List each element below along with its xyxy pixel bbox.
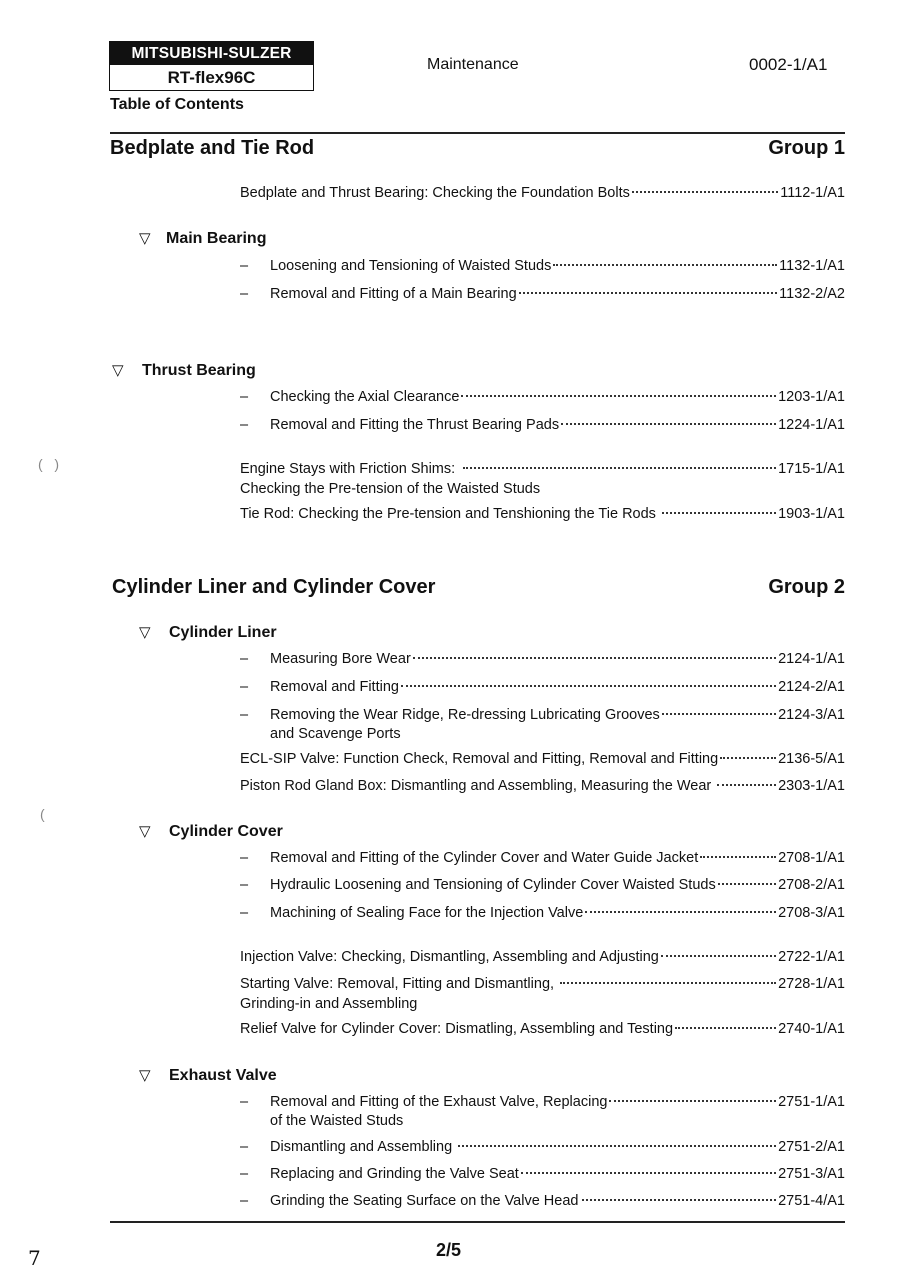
subsection-main-bearing [139,229,266,248]
entry-title: Injection Valve: Checking, Dismantling, Assembling and Adjusting [240,949,659,965]
entry-title: Loosening and Tensioning of Waisted Studs [270,258,552,274]
toc-entry[interactable] [240,460,845,479]
entry-continuation: and Scavenge Ports [270,726,401,742]
dot-leader [662,713,776,715]
entry-title: Bedplate and Thrust Bearing: Checking the Foundation Bolts [240,185,630,201]
entry-code: 2708-2/A1 [778,877,845,893]
dot-leader [521,1172,776,1174]
dash-bullet: – [240,651,249,667]
dash-bullet: – [240,1094,249,1110]
toc-entry[interactable] [240,285,845,304]
toc-entry[interactable] [240,750,845,769]
entry-code: 2124-3/A1 [778,707,845,723]
dot-leader [675,1027,776,1029]
subsection-cylinder-cover [139,822,283,841]
triangle-down-icon: ▽ [112,362,124,379]
entry-code: 1224-1/A1 [778,417,845,433]
document-code: 0002-1/A1 [749,55,828,74]
toc-entry[interactable] [240,849,845,868]
dash-bullet: – [240,286,249,302]
dot-leader [463,467,776,469]
dash-bullet: – [240,258,249,274]
toc-entry[interactable] [240,1093,845,1112]
dash-bullet: – [240,877,249,893]
subsection-title: Cylinder Cover [169,823,283,840]
entry-title: Removal and Fitting of the Cylinder Cover and Water Guide Jacket [270,850,699,866]
section-label: Table of Contents [110,96,244,113]
footer-divider [110,1221,845,1223]
entry-code: 2722-1/A1 [778,949,845,965]
entry-code: 2708-3/A1 [778,905,845,921]
entry-code: 2124-1/A1 [778,651,845,667]
toc-entry[interactable] [240,1192,845,1211]
handwritten-mark: 7 [28,1246,41,1270]
toc-entry[interactable] [240,388,845,407]
entry-continuation: Grinding-in and Assembling [240,996,418,1012]
entry-title: Machining of Sealing Face for the Injection Valve [270,905,584,921]
triangle-down-icon: ▽ [139,823,151,840]
subsection-title: Exhaust Valve [169,1067,277,1084]
engine-model: RT-flex96C [167,68,256,87]
entry-code: 2740-1/A1 [778,1021,845,1037]
dot-leader [582,1199,776,1201]
toc-entry[interactable] [240,505,845,524]
entry-continuation: of the Waisted Studs [270,1113,404,1129]
dash-bullet: – [240,1139,249,1155]
toc-entry[interactable] [240,904,845,923]
subsection-title: Cylinder Liner [169,624,277,641]
toc-entry[interactable] [240,706,845,725]
dash-bullet: – [240,905,249,921]
entry-title: Measuring Bore Wear [270,651,411,667]
entry-continuation: Checking the Pre-tension of the Waisted Studs [240,481,541,497]
entry-title: Checking the Axial Clearance [270,389,460,405]
entry-code: 1112-1/A1 [780,185,845,201]
dot-leader [661,955,776,957]
dot-leader [717,784,776,786]
dot-leader [609,1100,776,1102]
toc-entry[interactable] [240,650,845,669]
brand-name: MITSUBISHI-SULZER [110,42,313,65]
subsection-title: Main Bearing [166,230,267,247]
dash-bullet: – [240,1166,249,1182]
subsection-cylinder-liner [139,623,277,642]
dash-bullet: – [240,417,249,433]
entry-code: 1132-2/A2 [779,286,845,302]
entry-code: 1715-1/A1 [778,461,845,477]
dot-leader [561,423,776,425]
toc-entry[interactable] [240,1138,845,1157]
entry-code: 2708-1/A1 [778,850,845,866]
dot-leader [560,982,776,984]
entry-title: Dismantling and Assembling [270,1139,453,1155]
subsection-thrust-bearing [112,361,256,380]
toc-entry[interactable] [240,184,845,203]
entry-code: 2751-4/A1 [778,1193,845,1209]
group-number: Group 1 [768,137,845,159]
triangle-down-icon: ▽ [139,624,151,641]
entry-code: 2751-2/A1 [778,1139,845,1155]
dot-leader [700,856,776,858]
group-title: Cylinder Liner and Cylinder Cover [112,576,436,598]
dot-leader [553,264,777,266]
entry-code: 2124-2/A1 [778,679,845,695]
dot-leader [720,757,776,759]
toc-entry[interactable] [240,257,845,276]
entry-title: Grinding the Seating Surface on the Valve Head [270,1193,579,1209]
dot-leader [632,191,778,193]
entry-title: Tie Rod: Checking the Pre-tension and Tenshioning the Tie Rods [240,506,656,522]
entry-code: 2136-5/A1 [778,751,845,767]
dash-bullet: – [240,707,249,723]
dash-bullet: – [240,389,249,405]
entry-title: Removal and Fitting of the Exhaust Valve, Replacing [270,1094,608,1110]
header-title: Maintenance [427,56,519,73]
triangle-down-icon: ▽ [139,230,151,247]
dot-leader [413,657,776,659]
dash-bullet: – [240,1193,249,1209]
toc-entry[interactable] [240,948,845,967]
group-title: Bedplate and Tie Rod [110,137,315,159]
entry-code: 1132-1/A1 [779,258,845,274]
toc-entry[interactable] [240,1165,845,1184]
entry-code: 2303-1/A1 [778,778,845,794]
entry-code: 2728-1/A1 [778,976,845,992]
group-number: Group 2 [768,576,845,598]
dot-leader [401,685,776,687]
dot-leader [461,395,776,397]
entry-code: 1903-1/A1 [778,506,845,522]
entry-title: Starting Valve: Removal, Fitting and Dismantling, [240,976,555,992]
entry-title: Removing the Wear Ridge, Re-dressing Lubricating Grooves [270,707,660,723]
subsection-exhaust-valve [139,1066,277,1085]
header-divider [110,132,845,134]
toc-entry[interactable] [240,678,845,697]
punch-hole-mark: ( ) [38,456,59,472]
entry-title: Removal and Fitting of a Main Bearing [270,286,517,302]
dash-bullet: – [240,679,249,695]
entry-title: Replacing and Grinding the Valve Seat [270,1166,519,1182]
triangle-down-icon: ▽ [139,1067,151,1084]
entry-title: Removal and Fitting [270,679,399,695]
dash-bullet: – [240,850,249,866]
brand-logo [109,41,314,91]
toc-entry[interactable] [240,1020,845,1039]
toc-entry[interactable] [240,777,845,796]
toc-entry[interactable] [240,876,845,895]
dot-leader [585,911,776,913]
entry-title: Removal and Fitting the Thrust Bearing Pads [270,417,560,433]
entry-title: ECL-SIP Valve: Function Check, Removal and Fitting, Removal and Fitting [240,751,719,767]
toc-entry[interactable] [240,416,845,435]
entry-title: Hydraulic Loosening and Tensioning of Cylinder Cover Waisted Studs [270,877,716,893]
entry-title: Engine Stays with Friction Shims: [240,461,456,477]
dot-leader [519,292,778,294]
entry-code: 1203-1/A1 [778,389,845,405]
entry-title: Piston Rod Gland Box: Dismantling and Assembling, Measuring the Wear [240,778,712,794]
entry-title: Relief Valve for Cylinder Cover: Dismatling, Assembling and Testing [240,1021,674,1037]
toc-entry[interactable] [240,975,845,994]
page-number: 2/5 [436,1240,462,1260]
subsection-title: Thrust Bearing [142,362,256,379]
entry-code: 2751-3/A1 [778,1166,845,1182]
dot-leader [662,512,776,514]
dot-leader [718,883,776,885]
punch-hole-mark: ( [40,806,45,822]
entry-code: 2751-1/A1 [778,1094,845,1110]
dot-leader [458,1145,776,1147]
